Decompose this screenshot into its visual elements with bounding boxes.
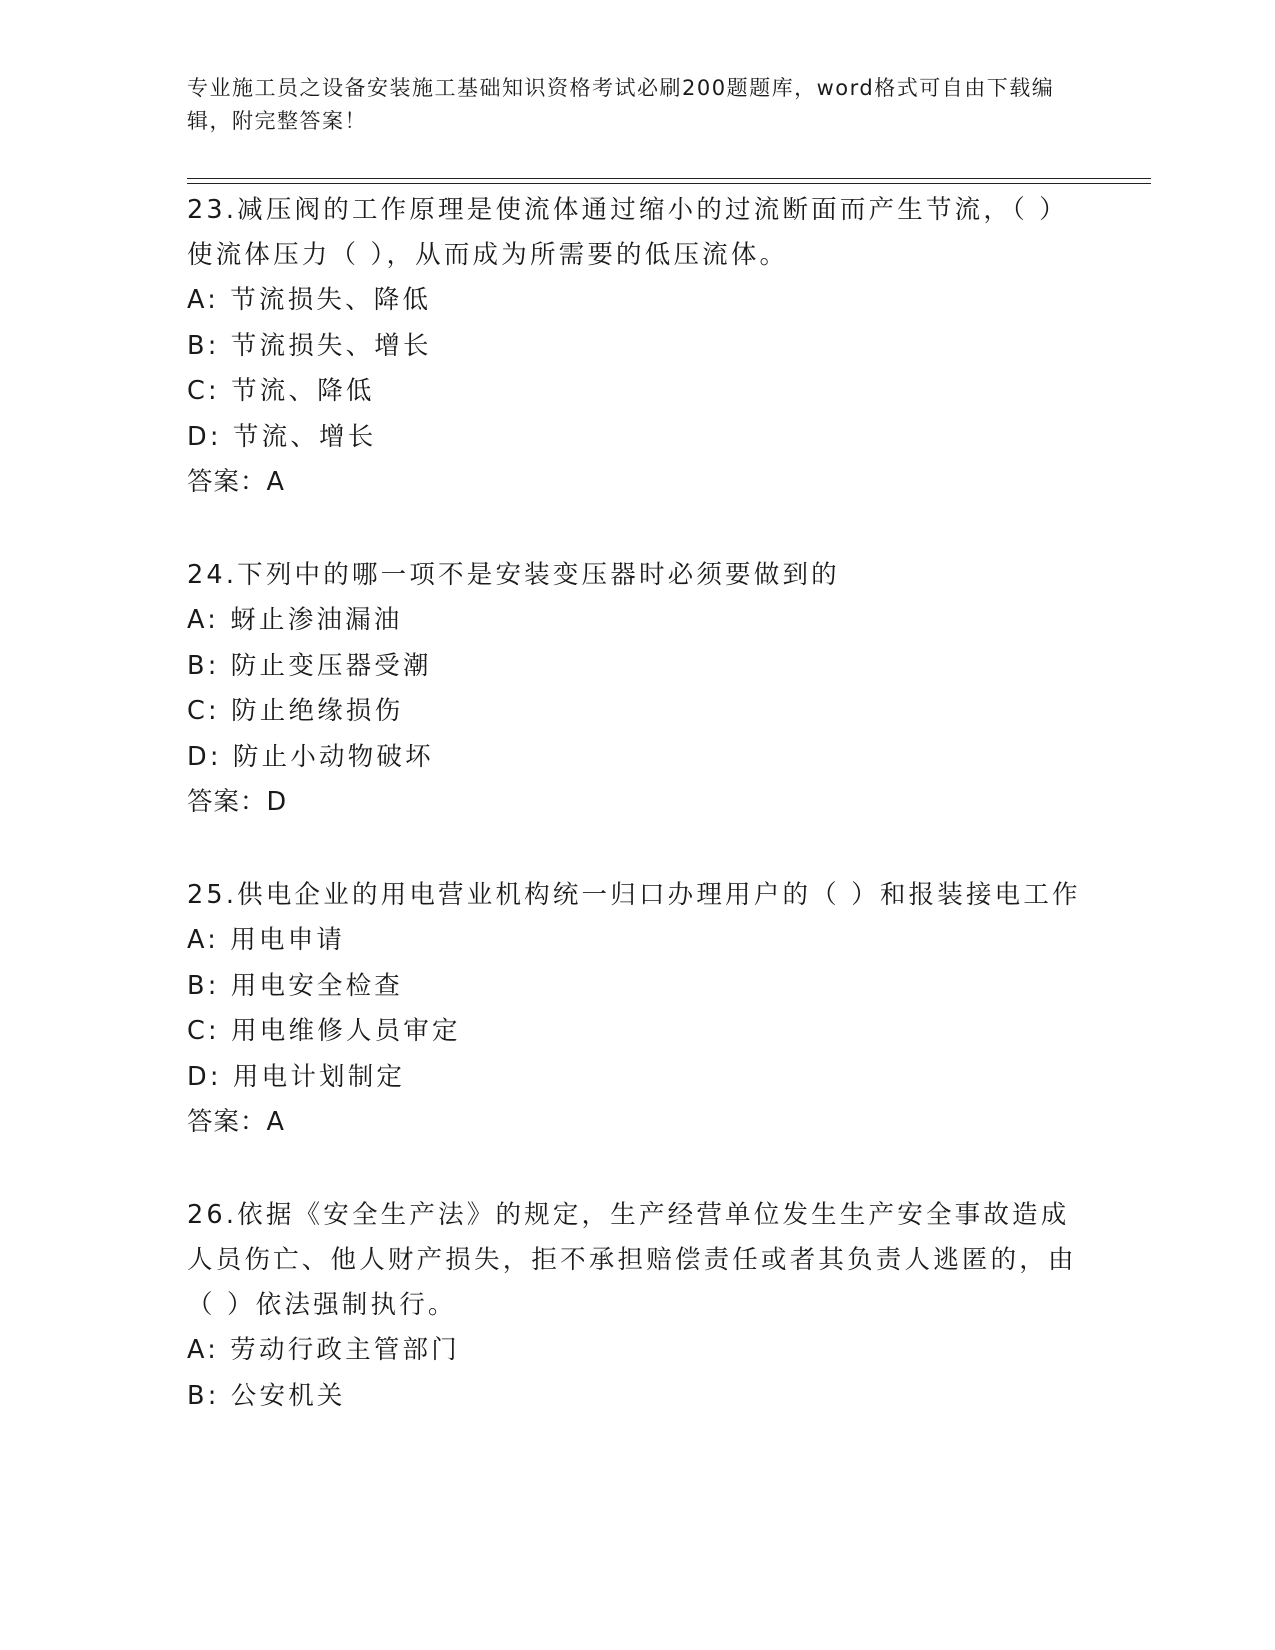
answer-line: 答案：D: [187, 787, 288, 817]
option-a: A: 劳动行政主管部门: [187, 1335, 460, 1365]
question-text: 23.减压阀的工作原理是使流体通过缩小的过流断面而产生节流，（ ）使流体压力（ ），从而成为所需要的低压流体。: [187, 195, 1069, 270]
question-list: [187, 186, 1087, 1465]
option-d: D: 防止小动物破坏: [187, 741, 434, 772]
option-a: A: 节流损失、降低: [187, 285, 432, 315]
answer-line: 答案：A: [187, 1107, 285, 1137]
option-d: D: 用电计划制定: [187, 1061, 406, 1092]
option-b: B: 节流损失、增长: [187, 330, 432, 361]
question-23: [187, 186, 1087, 505]
document-header: 专业施工员之设备安装施工基础知识资格考试必刷200题题库，word格式可自由下载编辑，附完整答案！: [187, 76, 1055, 133]
option-c: C: 防止绝缘损伤: [187, 696, 404, 726]
header-divider-top: [187, 178, 1151, 179]
option-c: C: 节流、降低: [187, 376, 375, 406]
answer-line: 答案：A: [187, 467, 285, 497]
question-24: [187, 551, 1087, 825]
header-divider-bottom: [187, 183, 1151, 184]
option-c: C: 用电维修人员审定: [187, 1016, 461, 1046]
question-text: 25.供电企业的用电营业机构统一归口办理用户的（ ）和报装接电工作: [187, 880, 1081, 910]
option-d: D: 节流、增长: [187, 421, 377, 452]
option-b: B: 用电安全检查: [187, 970, 403, 1001]
option-a: A: 蚜止渗油漏油: [187, 605, 403, 635]
question-25: [187, 871, 1087, 1145]
question-text: 26.依据《安全生产法》的规定，生产经营单位发生生产安全事故造成人员伤亡、他人财产损失，拒不承担赔偿责任或者其负责人逃匿的，由（ ）依法强制执行。: [187, 1200, 1077, 1320]
question-text: 24.下列中的哪一项不是安装变压器时必须要做到的: [187, 560, 840, 590]
option-b: B: 公安机关: [187, 1380, 346, 1411]
question-26: [187, 1191, 1087, 1419]
option-a: A: 用电申请: [187, 925, 346, 955]
option-b: B: 防止变压器受潮: [187, 650, 432, 681]
